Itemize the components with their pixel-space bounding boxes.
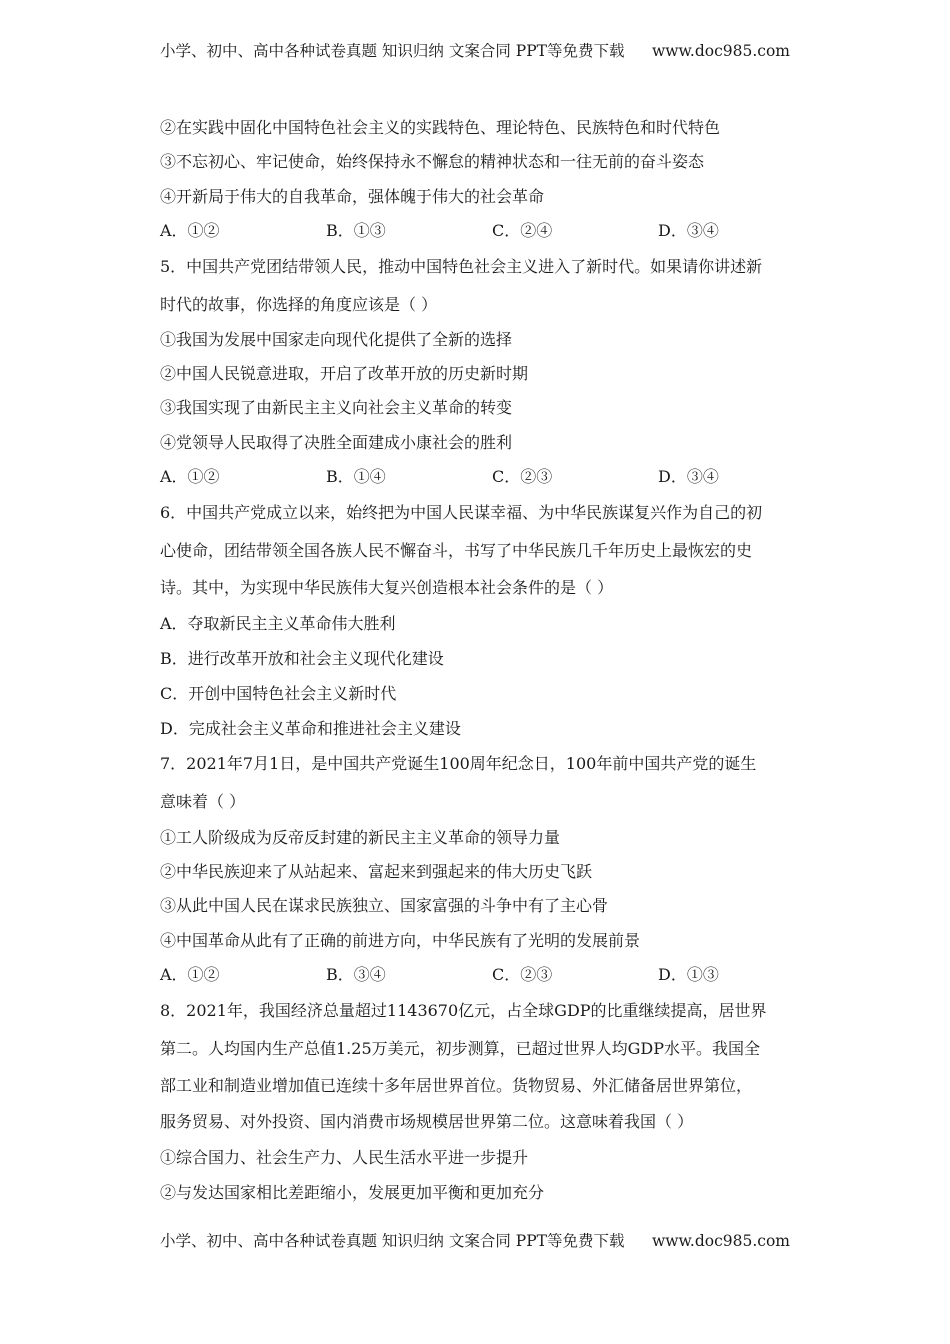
q7-item-4: ④中国革命从此有了正确的前进方向，中华民族有了光明的发展前景: [160, 931, 641, 950]
header-url: www.doc985.com: [651, 42, 790, 60]
q7-choice-b: B．③④: [326, 965, 386, 984]
q6-stem-line-1: 6．中国共产党成立以来，始终把为中国人民谋幸福、为中华民族谋复兴作为自己的初: [160, 503, 763, 522]
page-footer: [160, 1231, 790, 1251]
q5-choices: [160, 466, 800, 488]
q4-choice-d: D．③④: [658, 221, 719, 240]
q5-item-1: ①我国为发展中国家走向现代化提供了全新的选择: [160, 330, 513, 349]
q7-choice-c: C．②③: [492, 965, 553, 984]
page-header: [160, 41, 790, 61]
footer-url: www.doc985.com: [651, 1232, 790, 1250]
q4-item-4: ④开新局于伟大的自我革命，强体魄于伟大的社会革命: [160, 187, 545, 206]
q6-option-c: C．开创中国特色社会主义新时代: [160, 684, 397, 703]
q5-choice-c: C．②③: [492, 467, 553, 486]
q7-choices: [160, 964, 800, 986]
q4-item-3: ③不忘初心、牢记使命，始终保持永不懈怠的精神状态和一往无前的奋斗姿态: [160, 152, 705, 171]
q7-item-2: ②中华民族迎来了从站起来、富起来到强起来的伟大历史飞跃: [160, 862, 593, 881]
q4-choice-c: C．②④: [492, 221, 553, 240]
q4-choices: [160, 220, 800, 242]
q7-choice-a: A．①②: [160, 965, 220, 984]
q7-item-1: ①工人阶级成为反帝反封建的新民主主义革命的领导力量: [160, 828, 561, 847]
q5-choice-a: A．①②: [160, 467, 220, 486]
q7-stem-line-2: 意味着（ ）: [160, 792, 246, 811]
q5-item-3: ③我国实现了由新民主主义向社会主义革命的转变: [160, 398, 513, 417]
q8-stem-line-4: 服务贸易、对外投资、国内消费市场规模居世界第二位。这意味着我国（ ）: [160, 1112, 694, 1131]
q8-item-1: ①综合国力、社会生产力、人民生活水平进一步提升: [160, 1148, 529, 1167]
q5-item-4: ④党领导人民取得了决胜全面建成小康社会的胜利: [160, 433, 513, 452]
q4-choice-b: B．①③: [326, 221, 386, 240]
q8-stem-line-1: 8．2021年，我国经济总量超过1143670亿元，占全球GDP的比重继续提高，居世界: [160, 1001, 767, 1020]
q6-stem-line-3: 诗。其中，为实现中华民族伟大复兴创造根本社会条件的是（ ）: [160, 578, 614, 597]
q6-option-b: B．进行改革开放和社会主义现代化建设: [160, 649, 444, 668]
q5-stem-line-1: 5．中国共产党团结带领人民，推动中国特色社会主义进入了新时代。如果请你讲述新: [160, 257, 763, 276]
q5-choice-b: B．①④: [326, 467, 386, 486]
q5-item-2: ②中国人民锐意进取，开启了改革开放的历史新时期: [160, 364, 529, 383]
header-left-text: 小学、初中、高中各种试卷真题 知识归纳 文案合同 PPT等免费下载: [160, 42, 625, 60]
q8-stem-line-2: 第二。人均国内生产总值1.25万美元，初步测算，已超过世界人均GDP水平。我国全: [160, 1039, 761, 1058]
q7-item-3: ③从此中国人民在谋求民族独立、国家富强的斗争中有了主心骨: [160, 896, 609, 915]
q6-option-d: D．完成社会主义革命和推进社会主义建设: [160, 719, 461, 738]
q7-choice-d: D．①③: [658, 965, 719, 984]
q7-stem-line-1: 7．2021年7月1日，是中国共产党诞生100周年纪念日，100年前中国共产党的诞生: [160, 754, 757, 773]
q4-item-2: ②在实践中固化中国特色社会主义的实践特色、理论特色、民族特色和时代特色: [160, 118, 721, 137]
footer-left-text: 小学、初中、高中各种试卷真题 知识归纳 文案合同 PPT等免费下载: [160, 1232, 625, 1250]
q8-item-2: ②与发达国家相比差距缩小，发展更加平衡和更加充分: [160, 1183, 545, 1202]
q4-choice-a: A．①②: [160, 221, 220, 240]
q5-choice-d: D．③④: [658, 467, 719, 486]
q6-stem-line-2: 心使命，团结带领全国各族人民不懈奋斗，书写了中华民族几千年历史上最恢宏的史: [160, 541, 753, 560]
q5-stem-line-2: 时代的故事，你选择的角度应该是（ ）: [160, 295, 438, 314]
q8-stem-line-3: 部工业和制造业增加值已连续十多年居世界首位。货物贸易、外汇储备居世界第位，: [160, 1076, 753, 1095]
q6-option-a: A．夺取新民主主义革命伟大胜利: [160, 614, 396, 633]
